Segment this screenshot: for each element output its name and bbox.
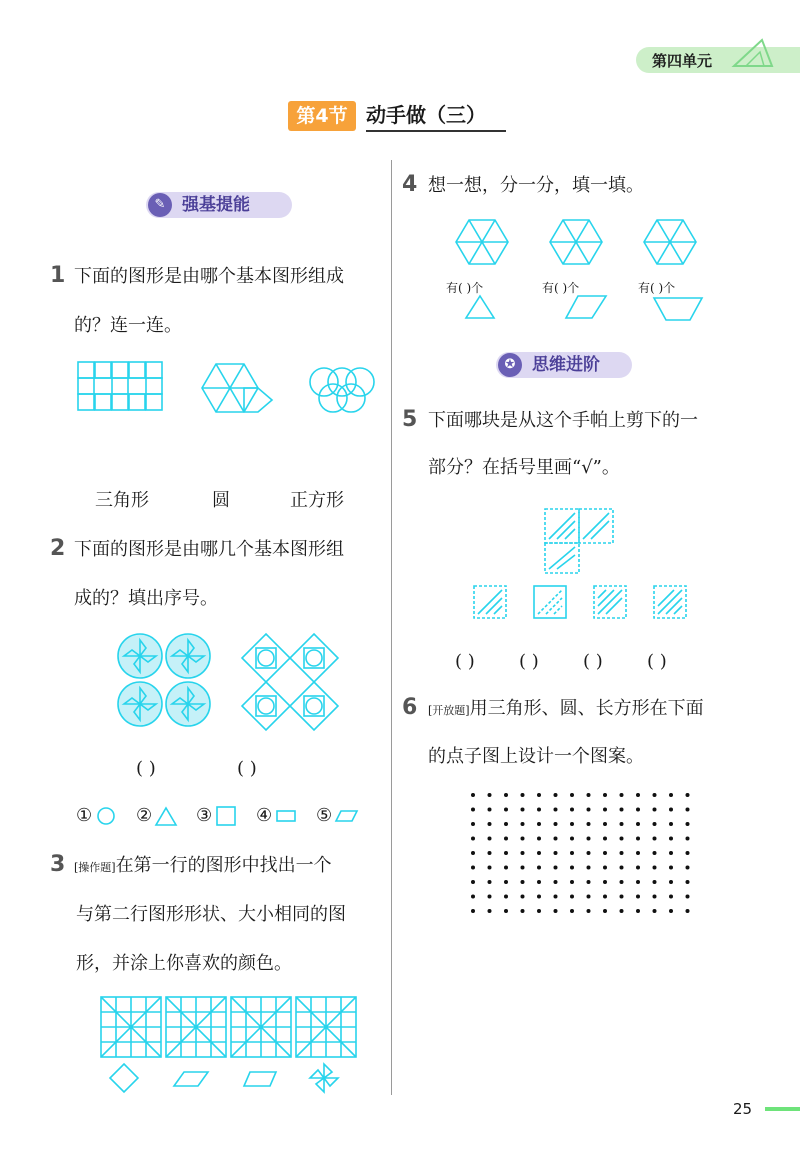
q2-choice-1: ① — [76, 805, 93, 826]
grid-dot — [686, 866, 690, 870]
grid-dot — [570, 895, 574, 899]
grid-dot — [471, 895, 475, 899]
q4-count-1[interactable]: 有( )个 — [446, 281, 484, 295]
grid-dot — [570, 793, 574, 797]
grid-dot — [471, 851, 475, 855]
q1-number: 1 — [50, 263, 66, 288]
grid-dot — [521, 822, 525, 826]
grid-dot — [587, 822, 591, 826]
grid-dot — [554, 808, 558, 812]
grid-dot — [537, 895, 541, 899]
grid-dot — [653, 851, 657, 855]
grid-dot — [636, 793, 640, 797]
grid-dot — [603, 837, 607, 841]
circle-shape-icon — [96, 806, 118, 828]
q3-grid-figure — [100, 996, 360, 1060]
grid-dot — [570, 837, 574, 841]
grid-dot — [620, 880, 624, 884]
grid-dot — [521, 808, 525, 812]
grid-dot — [537, 837, 541, 841]
grid-dot — [653, 866, 657, 870]
grid-dot — [669, 837, 673, 841]
medal-icon: ✪ — [498, 353, 522, 377]
grid-dot — [554, 851, 558, 855]
grid-dot — [603, 808, 607, 812]
q1-option-square: 正方形 — [290, 490, 344, 511]
q4-line1: 想一想，分一分，填一填。 — [428, 175, 644, 196]
grid-dot — [636, 837, 640, 841]
grid-dot — [686, 837, 690, 841]
q4-count-2[interactable]: 有( )个 — [542, 281, 580, 295]
ruler-icon — [732, 38, 776, 68]
q1-line1: 下面的图形是由哪个基本图形组成 — [74, 266, 344, 287]
grid-dot — [570, 822, 574, 826]
grid-dot — [669, 895, 673, 899]
q5-blank-2[interactable]: ( ) — [519, 651, 539, 672]
grid-dot — [603, 880, 607, 884]
grid-dot — [653, 880, 657, 884]
q6-dot-grid[interactable] — [470, 792, 692, 914]
q2-diamond-figure — [240, 632, 340, 732]
grid-dot — [587, 909, 591, 913]
q6-tag: [开放题] — [428, 704, 470, 717]
grid-dot — [669, 808, 673, 812]
grid-dot — [686, 851, 690, 855]
q3-tag: [操作题] — [74, 861, 116, 874]
q1-squares-figure — [76, 360, 164, 412]
q5-option-b[interactable] — [532, 584, 568, 620]
grid-dot — [620, 808, 624, 812]
grid-dot — [570, 866, 574, 870]
grid-dot — [653, 808, 657, 812]
q3-shape-diamond — [108, 1062, 140, 1094]
grid-dot — [686, 822, 690, 826]
grid-dot — [686, 880, 690, 884]
q2-blank-2[interactable]: ( ) — [237, 758, 257, 779]
advanced-section-text: 思维进阶 — [532, 355, 600, 375]
grid-dot — [669, 851, 673, 855]
grid-dot — [570, 808, 574, 812]
grid-dot — [471, 880, 475, 884]
grid-dot — [620, 793, 624, 797]
q5-handkerchief-figure — [541, 505, 619, 577]
grid-dot — [587, 793, 591, 797]
q5-option-c[interactable] — [592, 584, 628, 620]
rectangle-shape-icon — [276, 810, 298, 824]
q5-blank-1[interactable]: ( ) — [455, 651, 475, 672]
grid-dot — [537, 866, 541, 870]
grid-dot — [636, 808, 640, 812]
q6-number: 6 — [402, 695, 418, 720]
grid-dot — [570, 909, 574, 913]
q2-choice-5: ⑤ — [316, 805, 333, 826]
q4-triangle-piece — [464, 294, 496, 320]
basic-section-label — [146, 192, 292, 218]
grid-dot — [521, 880, 525, 884]
q6-line2: 的点子图上设计一个图案。 — [428, 746, 644, 767]
grid-dot — [636, 909, 640, 913]
grid-dot — [636, 866, 640, 870]
grid-dot — [587, 880, 591, 884]
grid-dot — [587, 866, 591, 870]
q4-hexagon-2 — [550, 218, 602, 266]
q1-option-triangle: 三角形 — [95, 490, 149, 511]
grid-dot — [504, 909, 508, 913]
section-title: 动手做（三） — [366, 100, 506, 132]
grid-dot — [669, 909, 673, 913]
q2-choice-3: ③ — [196, 805, 213, 826]
grid-dot — [504, 895, 508, 899]
page-bar — [765, 1107, 800, 1111]
grid-dot — [521, 851, 525, 855]
q4-hexagon-1 — [456, 218, 508, 266]
grid-dot — [620, 909, 624, 913]
q5-option-d[interactable] — [652, 584, 688, 620]
grid-dot — [504, 866, 508, 870]
grid-dot — [471, 837, 475, 841]
q2-line2: 成的？填出序号。 — [74, 588, 218, 609]
q5-line1: 下面哪块是从这个手帕上剪下的一 — [428, 410, 698, 431]
grid-dot — [653, 822, 657, 826]
grid-dot — [488, 808, 492, 812]
q1-circles-figure — [306, 366, 378, 414]
page-number: 25 — [733, 1100, 753, 1118]
grid-dot — [686, 909, 690, 913]
grid-dot — [504, 851, 508, 855]
grid-dot — [603, 822, 607, 826]
grid-dot — [603, 793, 607, 797]
grid-dot — [669, 822, 673, 826]
q5-blank-4[interactable]: ( ) — [647, 651, 667, 672]
q3-number: 3 — [50, 852, 66, 877]
grid-dot — [471, 808, 475, 812]
grid-dot — [669, 880, 673, 884]
grid-dot — [488, 837, 492, 841]
grid-dot — [636, 822, 640, 826]
grid-dot — [587, 851, 591, 855]
grid-dot — [587, 895, 591, 899]
grid-dot — [554, 822, 558, 826]
grid-dot — [686, 895, 690, 899]
q3-line3: 形，并涂上你喜欢的颜色。 — [76, 953, 292, 974]
q4-count-3[interactable]: 有( )个 — [638, 281, 676, 295]
grid-dot — [554, 837, 558, 841]
grid-dot — [488, 822, 492, 826]
q5-option-a[interactable] — [472, 584, 508, 620]
grid-dot — [620, 837, 624, 841]
q2-choice-4: ④ — [256, 805, 273, 826]
grid-dot — [570, 880, 574, 884]
q5-line2: 部分？在括号里画“√”。 — [428, 457, 620, 478]
grid-dot — [570, 851, 574, 855]
grid-dot — [603, 851, 607, 855]
unit-label: 第四单元 — [652, 52, 713, 70]
q4-number: 4 — [402, 172, 418, 197]
grid-dot — [488, 866, 492, 870]
grid-dot — [636, 895, 640, 899]
grid-dot — [537, 880, 541, 884]
grid-dot — [504, 808, 508, 812]
grid-dot — [653, 793, 657, 797]
grid-dot — [554, 866, 558, 870]
q3-shape-pinwheel — [308, 1062, 340, 1094]
q1-line2: 的？连一连。 — [74, 315, 182, 336]
grid-dot — [537, 793, 541, 797]
q2-blank-1[interactable]: ( ) — [136, 758, 156, 779]
grid-dot — [620, 866, 624, 870]
grid-dot — [554, 895, 558, 899]
grid-dot — [488, 895, 492, 899]
q3-line2: 与第二行图形形状、大小相同的图 — [76, 904, 346, 925]
grid-dot — [521, 895, 525, 899]
grid-dot — [537, 909, 541, 913]
q3-shape-parallelogram — [174, 1070, 210, 1088]
grid-dot — [554, 909, 558, 913]
grid-dot — [504, 793, 508, 797]
q4-hexagon-3 — [644, 218, 696, 266]
grid-dot — [653, 837, 657, 841]
grid-dot — [488, 880, 492, 884]
grid-dot — [521, 793, 525, 797]
square-shape-icon — [216, 806, 238, 828]
advanced-section-label — [496, 352, 632, 378]
grid-dot — [620, 851, 624, 855]
grid-dot — [471, 822, 475, 826]
grid-dot — [620, 822, 624, 826]
q2-number: 2 — [50, 536, 66, 561]
grid-dot — [504, 880, 508, 884]
q1-option-circle: 圆 — [212, 490, 230, 511]
grid-dot — [587, 837, 591, 841]
grid-dot — [554, 793, 558, 797]
grid-dot — [521, 837, 525, 841]
q2-choice-2: ② — [136, 805, 153, 826]
grid-dot — [653, 909, 657, 913]
q4-parallelogram-piece — [564, 294, 608, 320]
triangle-shape-icon — [156, 806, 178, 828]
parallelogram-shape-icon — [336, 810, 358, 824]
grid-dot — [603, 895, 607, 899]
q1-triangles-figure — [202, 362, 274, 414]
q4-trapezoid-piece — [652, 296, 704, 322]
grid-dot — [653, 895, 657, 899]
grid-dot — [521, 909, 525, 913]
grid-dot — [537, 851, 541, 855]
grid-dot — [669, 793, 673, 797]
grid-dot — [620, 895, 624, 899]
q3-line1: 在第一行的图形中找出一个 — [115, 855, 332, 876]
grid-dot — [471, 866, 475, 870]
q5-blank-3[interactable]: ( ) — [583, 651, 603, 672]
grid-dot — [488, 793, 492, 797]
basic-section-text: 强基提能 — [182, 195, 250, 215]
grid-dot — [504, 837, 508, 841]
pencil-icon: ✎ — [148, 193, 172, 217]
grid-dot — [603, 866, 607, 870]
section-badge: 第4节 — [288, 101, 356, 131]
grid-dot — [488, 851, 492, 855]
grid-dot — [521, 866, 525, 870]
q5-number: 5 — [402, 407, 418, 432]
grid-dot — [471, 793, 475, 797]
column-divider — [391, 160, 392, 1095]
grid-dot — [603, 909, 607, 913]
grid-dot — [686, 808, 690, 812]
q3-shape-trapezoid — [242, 1070, 278, 1088]
grid-dot — [587, 808, 591, 812]
grid-dot — [636, 851, 640, 855]
grid-dot — [636, 880, 640, 884]
grid-dot — [471, 909, 475, 913]
grid-dot — [537, 808, 541, 812]
q2-line1: 下面的图形是由哪几个基本图形组 — [74, 539, 344, 560]
grid-dot — [488, 909, 492, 913]
grid-dot — [669, 866, 673, 870]
grid-dot — [504, 822, 508, 826]
q2-flower-figure — [116, 632, 214, 730]
q6-line1: 用三角形、圆、长方形在下面 — [469, 698, 704, 719]
grid-dot — [537, 822, 541, 826]
grid-dot — [686, 793, 690, 797]
grid-dot — [554, 880, 558, 884]
